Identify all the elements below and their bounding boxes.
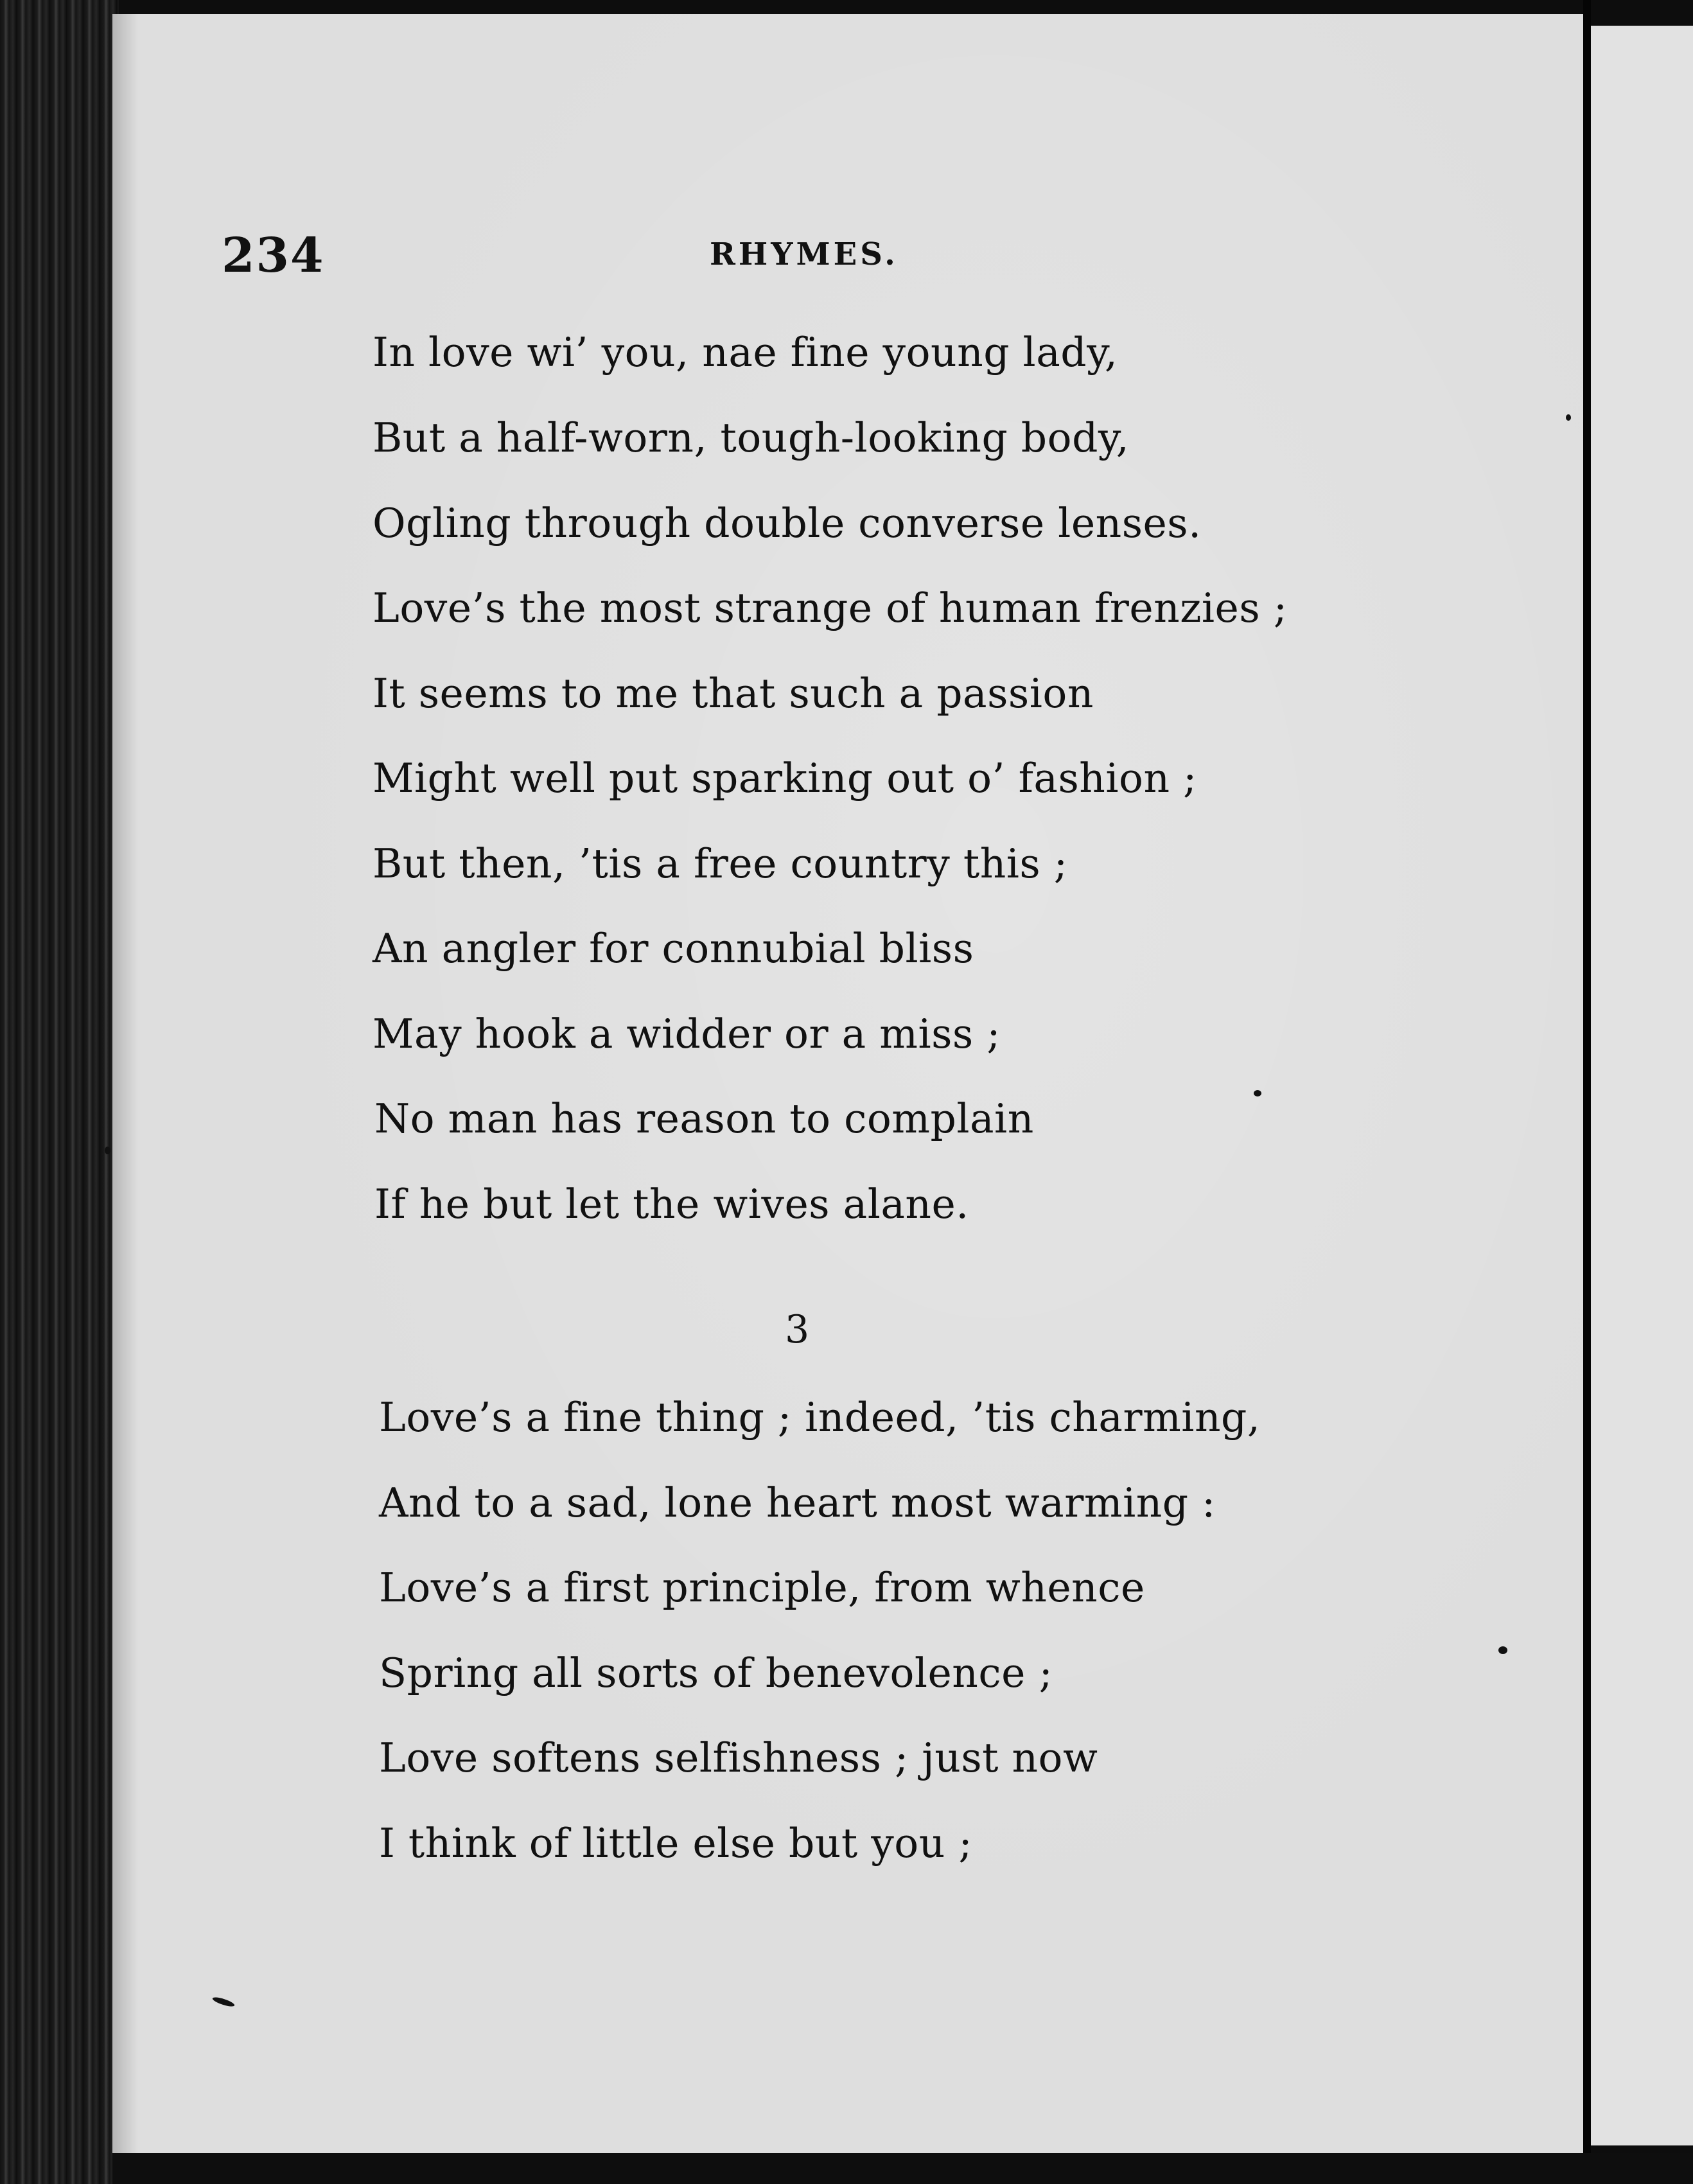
running-head: RHYMES. — [710, 236, 899, 272]
verse-line: Spring all sorts of benevolence ; — [379, 1650, 1053, 1696]
verse-line: Love softens selfishness ; just now — [379, 1734, 1098, 1781]
verse-line: Love’s a first principle, from whence — [379, 1564, 1145, 1611]
verse-line: In love wi’ you, nae fine young lady, — [373, 329, 1118, 376]
verse-line: Love’s a fine thing ; indeed, ’tis charming, — [379, 1394, 1261, 1441]
verse-line: Love’s the most strange of human frenzies ; — [373, 585, 1288, 631]
verse-line: If he but let the wives alane. — [374, 1181, 969, 1228]
verse-line: But a half-worn, tough-looking body, — [373, 414, 1130, 461]
ink-speck — [1498, 1646, 1507, 1654]
stanza-number: 3 — [785, 1307, 810, 1352]
verse-line: An angler for connubial bliss — [373, 925, 974, 972]
verse-line: I think of little else but you ; — [379, 1820, 973, 1867]
gutter — [1583, 0, 1591, 2158]
book-edge — [0, 0, 119, 2184]
verse-line: It seems to me that such a passion — [373, 670, 1094, 717]
verse-line: No man has reason to complain — [374, 1095, 1034, 1142]
verse-line: And to a sad, lone heart most warming : — [379, 1479, 1216, 1526]
scan-border — [112, 2153, 1693, 2184]
verse-line: But then, ’tis a free country this ; — [373, 840, 1068, 887]
facing-page-edge — [1591, 26, 1693, 2145]
verse-line: Ogling through double converse lenses. — [373, 500, 1202, 547]
ink-speck — [1566, 414, 1571, 421]
ink-speck — [105, 1147, 110, 1154]
ink-speck — [1254, 1090, 1261, 1096]
page-number: 234 — [222, 228, 325, 283]
verse-line: May hook a widder or a miss ; — [373, 1010, 1001, 1057]
verse-line: Might well put sparking out o’ fashion ; — [373, 755, 1197, 802]
